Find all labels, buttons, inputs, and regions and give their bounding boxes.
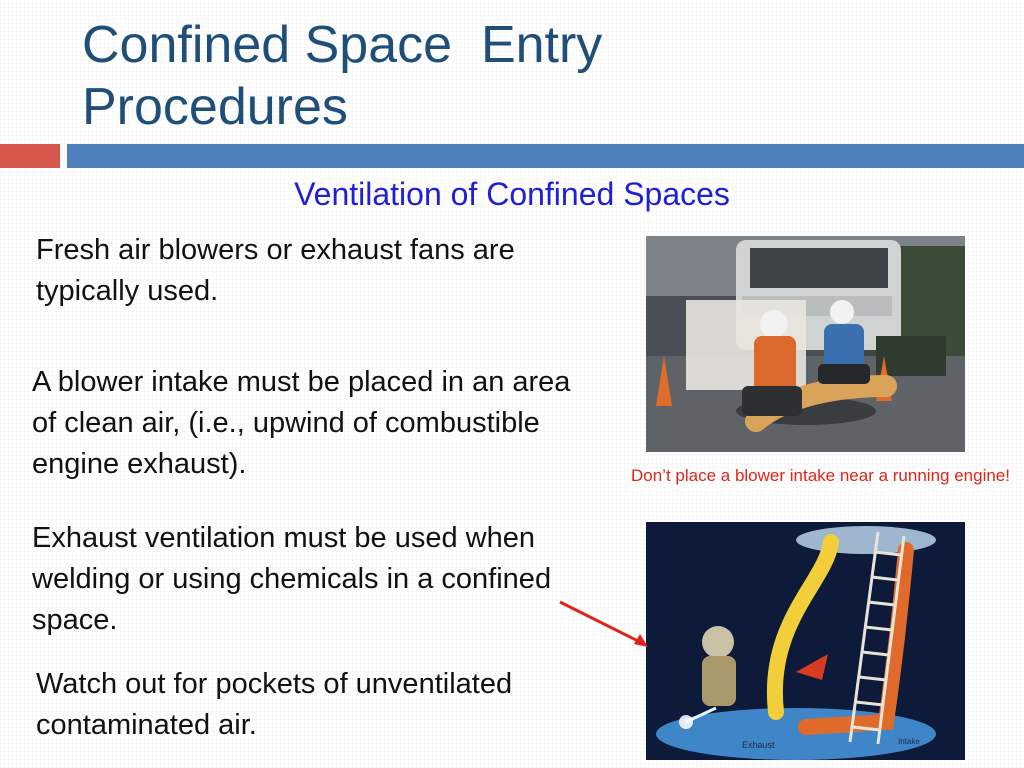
accent-bar-left [0, 144, 60, 168]
workers-van-photo [646, 236, 965, 452]
bullet-fresh-air: Fresh air blowers or exhaust fans are typically used. [36, 234, 515, 307]
red-arrow-icon [556, 598, 656, 652]
accent-bar-right [67, 144, 1024, 168]
slide-subtitle: Ventilation of Confined Spaces [294, 176, 730, 212]
slide-title [82, 14, 982, 138]
title-line-1: Confined Space Entry [82, 16, 603, 74]
exhaust-label: Exhaust [742, 740, 775, 750]
photo-caption: Don’t place a blower intake near a running engine! [631, 466, 1010, 485]
welder-ventilation-illustration [646, 522, 965, 760]
bullet-contaminated-air: Watch out for pockets of unventilated contaminated air. [36, 668, 513, 741]
title-line-2: Procedures [82, 78, 348, 136]
intake-label: Intake [898, 737, 920, 746]
welder-ventilation-diagram [646, 522, 965, 760]
bullet-blower-intake: A blower intake must be placed in an area of clean air, (i.e., upwind of combustible engine exhaust). [32, 366, 571, 480]
bullet-exhaust-ventilation: Exhaust ventilation must be used when welding or using chemicals in a confined space. [32, 522, 552, 636]
workers-van-illustration [646, 236, 965, 452]
